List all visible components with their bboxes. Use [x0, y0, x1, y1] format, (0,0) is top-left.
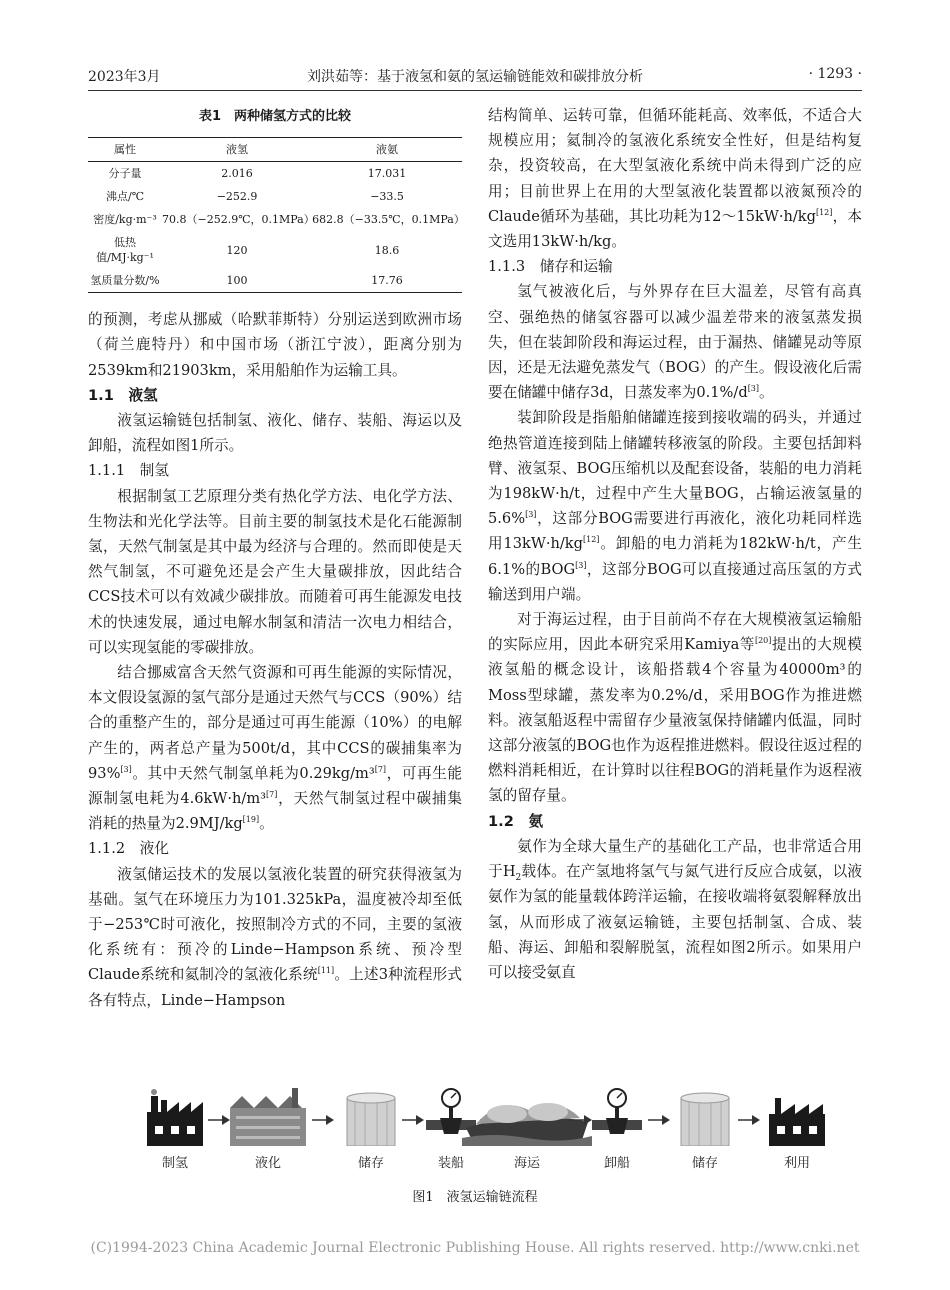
factory-icon	[767, 1088, 827, 1146]
table-title: 表1 两种储氢方式的比较	[198, 109, 352, 124]
liquefaction-plant-icon	[228, 1088, 308, 1146]
subsection-heading: 1.1.3 储存和运输	[488, 258, 613, 276]
flow-step	[670, 1088, 740, 1171]
table-cell: 低热值/MJ·kg⁻¹	[96, 236, 154, 265]
table-header-cell: 液氨	[376, 143, 399, 157]
table-cell: 100	[226, 274, 248, 288]
flow-step	[228, 1088, 308, 1171]
citation: [3]	[120, 765, 132, 774]
paragraph: 氢气被液化后，与外界存在巨大温差，尽管有高真空、强绝热的储氢容器可以减少温差带来的液氢蒸发损失，但在装卸阶段和海运过程，由于漏热、储罐晃动等原因，还是无法避免蒸发气（BOG）的产生。假设液化后需要在储罐中储存3d，日蒸发率为0.1%/d[3]。	[488, 283, 862, 402]
table-cell: 分子量	[108, 167, 142, 181]
paragraph: 氨作为全球大量生产的基础化工产品，也非常适合用于$H_2$载体。在产氢地将氢气与氮气进行反应合成氨，以液氨作为氢的能量载体跨洋运输，在接收端将氨裂解释放出氢，从而形成了液氨运输链，主要包括制氢、合成、装船、海运、卸船和裂解脱氢，流程如图2所示。如果用户可以接受氨直	[488, 837, 862, 981]
table-cell: 沸点/℃	[105, 190, 144, 204]
table-row	[88, 231, 462, 269]
table-cell: −252.9	[216, 190, 258, 204]
paragraph: 液氢储运技术的发展以氢液化装置的研究获得液氢为基础。氢气在环境压力为101.325kPa，温度被冷却至低于−253℃时可液化，按照制冷方式的不同，主要的氢液化系统有：预冷的Linde−Hampson系统、预冷型Claude系统和氦制冷的氢液化系统[11]。上述3种流程形式各有特点，Linde−Hampson	[88, 865, 462, 1009]
header-date: 2023年3月	[88, 69, 161, 85]
storage-tank-icon	[341, 1088, 401, 1146]
flow-step-label: 制氢	[161, 1156, 188, 1171]
table-cell: 17.76	[371, 274, 403, 288]
flow-step-label: 储存	[691, 1156, 718, 1171]
comparison-table	[88, 137, 465, 293]
flow-step-label: 液化	[254, 1156, 281, 1171]
table-row	[88, 208, 462, 231]
subsection-heading: 1.1.2 液化	[88, 840, 169, 858]
citation: [12]	[583, 535, 600, 545]
flow-step-label: 装船	[437, 1156, 464, 1171]
flow-step	[336, 1088, 406, 1171]
header-title: 刘洪茹等：基于液氢和氨的氢运输链能效和碳排放分析	[307, 69, 643, 85]
flow-step	[762, 1088, 832, 1171]
table-cell: −33.5	[370, 190, 404, 204]
paragraph: 对于海运过程，由于目前尚不存在大规模液氢运输船的实际应用，因此本研究采用Kamiya等[20]提出的大规模液氢船的概念设计，该船搭载4个容量为40000m³的Moss型球罐，蒸发率为0.2%/d，采用BOG作为推进燃料。液氢船返程中需留存少量液氢保持储罐内低温，同时这部分液氢的BOG也作为返程推进燃料。假设往返过程的燃料消耗相近，在计算时以往程BOG的消耗量作为返程液氢的留存量。	[488, 611, 862, 805]
flow-step	[140, 1088, 210, 1171]
table-header-cell: 属性	[114, 143, 136, 157]
arrow-right-icon	[208, 1114, 230, 1126]
table-cell: 密度/kg·m⁻³	[93, 213, 157, 227]
table-cell: 18.6	[374, 243, 400, 257]
citation: [12]	[815, 207, 833, 217]
table-cell: 2.016	[221, 167, 253, 181]
header-page-number: · 1293 ·	[808, 66, 862, 82]
paragraph: 装卸阶段是指船舶储罐连接到接收端的码头，并通过绝热管道连接到陆上储罐转移液氢的阶段。主要包括卸料臂、液氢泵、BOG压缩机以及配套设备，装船的电力消耗为198kW·h/t，过程中产生大量BOG，占输运液氢量的5.6%[3]，这部分BOG需要进行再液化，液化功耗同样选用13kW·h/kg[12]。卸船的电力消耗为182kW·h/t，产生6.1%的BOG[3]，这部分BOG可以直接通过高压氢的方式输送到用户端。	[488, 409, 862, 603]
citation: [7]	[266, 790, 278, 800]
running-header	[88, 66, 862, 88]
table-row	[88, 185, 462, 208]
flow-step	[592, 1088, 642, 1171]
arrow-right-icon	[402, 1114, 424, 1126]
flow-step-label: 海运	[513, 1156, 540, 1171]
citation: [19]	[242, 815, 260, 825]
table-cell: 氢质量分数/%	[90, 274, 160, 288]
section-heading: 1.1 液氢	[88, 386, 158, 404]
paragraph: 根据制氢工艺原理分类有热化学方法、电化学方法、生物法和光化学法等。目前主要的制氢技术是化石能源制氢，天然气制氢是其中最为经济与合理的。然而即使是天然气制氢，不可避免还是会产生大量碳排放，因此结合CCS技术可以有效减少碳排放。而随着可再生能源发电技术的快速发展，通过电解水制氢和清洁一次电力相结合，可以实现氢能的零碳排放。	[88, 487, 462, 656]
table-cell: 120	[226, 243, 248, 257]
arrow-right-icon	[648, 1114, 670, 1126]
flow-step	[462, 1088, 592, 1171]
flow-step-label: 利用	[783, 1156, 810, 1171]
citation: [11]	[317, 966, 335, 976]
table-cell: 682.8（−33.5℃，0.1MPa）	[312, 213, 465, 227]
right-column	[488, 103, 862, 985]
table-cell: 17.031	[367, 167, 407, 181]
storage-tank-icon	[675, 1088, 735, 1146]
subsection-heading: 1.1.1 制氢	[88, 462, 169, 480]
left-column	[88, 100, 465, 1013]
paragraph: 的预测，考虑从挪威（哈默菲斯特）分别运送到欧洲市场（荷兰鹿特丹）和中国市场（浙江宁波），距离分别为2539km和21903km，采用船舶作为运输工具。	[88, 311, 462, 379]
paragraph: 液氢运输链包括制氢、液化、储存、装船、海运以及卸船，流程如图1所示。	[88, 412, 462, 455]
arrow-right-icon	[570, 1114, 592, 1126]
figure-caption: 图1 液氢运输链流程	[412, 1190, 538, 1205]
citation: [20]	[754, 636, 772, 646]
pressure-valve-icon	[592, 1088, 642, 1146]
factory-icon	[145, 1088, 205, 1146]
citation: [7]	[374, 765, 387, 774]
section-heading: 1.2 氨	[488, 812, 544, 830]
paragraph: 结构简单、运转可靠，但循环能耗高、效率低，不适合大规模应用；氦制冷的氢液化系统安全性好，但是结构复杂，投资较高，在大型氢液化系统中尚未得到广泛的应用；目前世界上在用的大型氢液化装置都以液氮预冷的Claude循环为基础，其比功耗为12～15kW·h/kg[12]，本文选用13kW·h/kg。	[488, 107, 862, 251]
figure-liquid-hydrogen-chain	[140, 1088, 840, 1196]
paragraph: 结合挪威富含天然气资源和可再生能源的实际情况，本文假设氢源的氢气部分是通过天然气与CCS（90%）结合的重整产生的，部分是通过可再生能源（10%）的电解产生的，两者总产量为500t/d，其中CCS的碳捕集率为93%[3]。其中天然气制氢单耗为0.29kg/m³[7]，可再生能源制氢电耗为4.6kW·h/m³[7]，天然气制氢过程中碳捕集消耗的热量为2.9MJ/kg[19]。	[88, 664, 462, 833]
flow-step-label: 卸船	[603, 1156, 630, 1171]
table-header-row	[88, 138, 462, 162]
citation: [3]	[575, 560, 587, 570]
copyright-watermark: (C)1994-2023 China Academic Journal Electronic Publishing House. All rights reserved. http://www.cnki.net	[90, 1240, 860, 1256]
header-rule	[88, 90, 862, 91]
table-cell: 70.8（−252.9℃，0.1MPa）	[162, 213, 315, 227]
table-row	[88, 162, 462, 186]
arrow-right-icon	[312, 1114, 334, 1126]
citation: [3]	[525, 510, 537, 520]
table-header-cell: 液氢	[226, 143, 249, 157]
arrow-right-icon	[738, 1114, 760, 1126]
flow-step-label: 储存	[357, 1156, 384, 1171]
citation: [3]	[747, 384, 760, 394]
table-row	[88, 269, 462, 293]
